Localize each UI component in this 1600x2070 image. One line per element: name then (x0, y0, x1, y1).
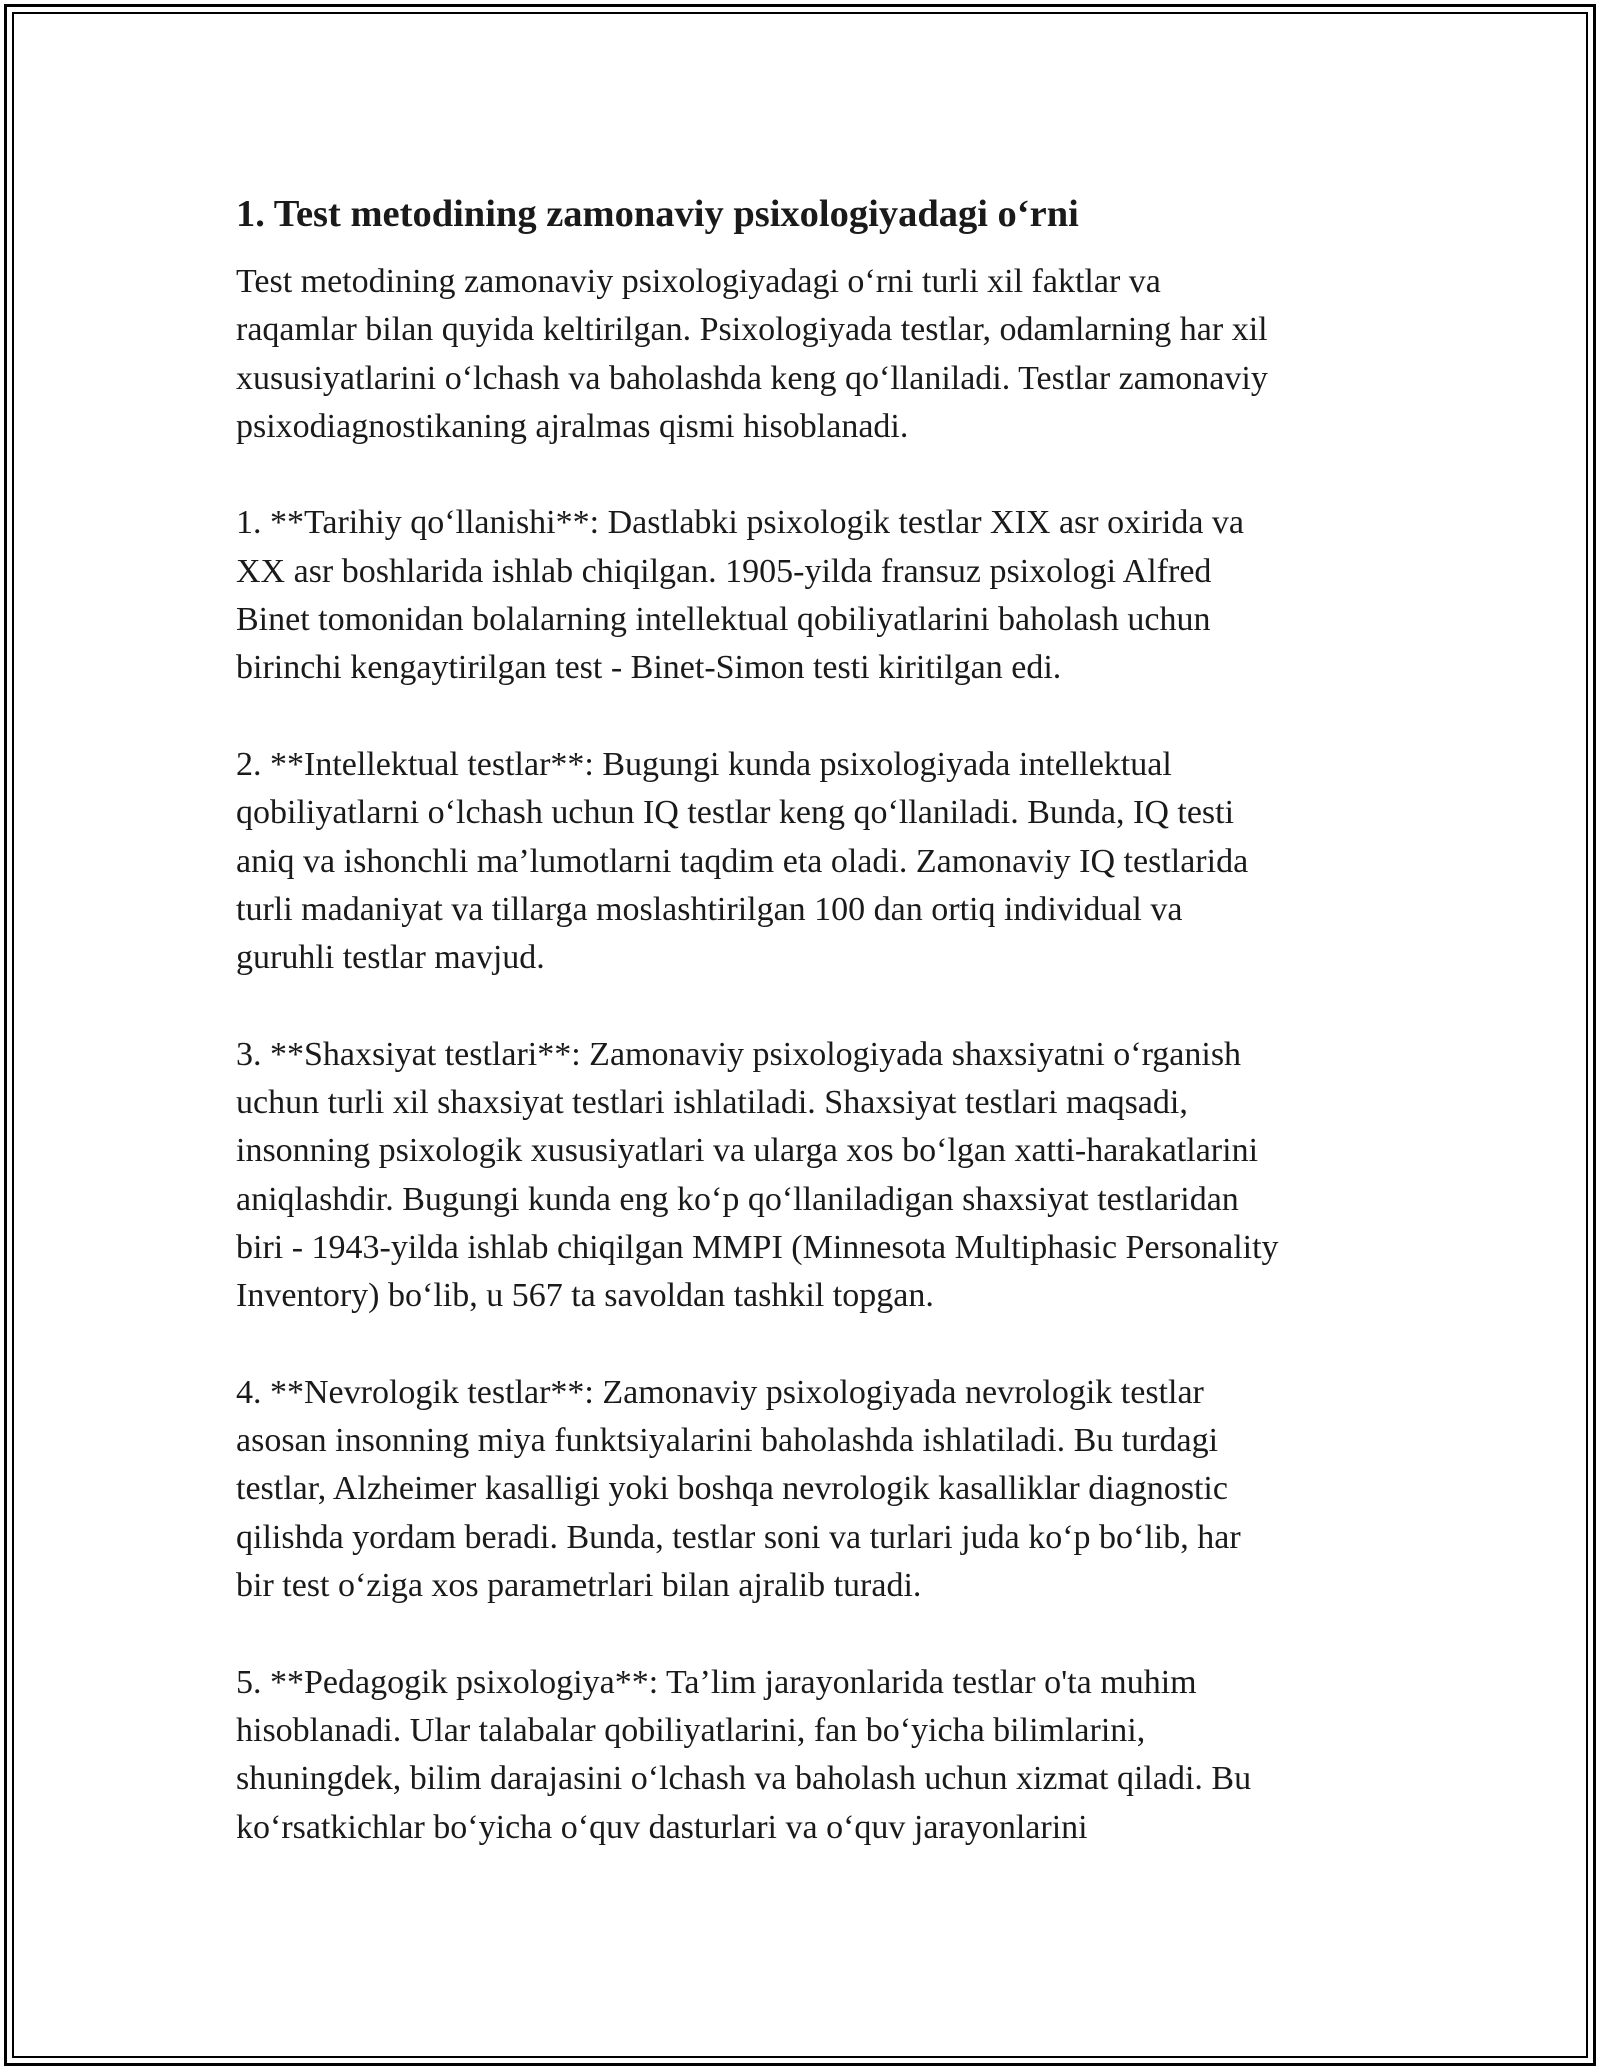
text-line: hisoblanadi. Ular talabalar qobiliyatlarini, fan bo‘yicha bilimlarini, (236, 1711, 1146, 1749)
text-line: bir test o‘ziga xos parametrlari bilan ajralib turadi. (236, 1567, 922, 1605)
text-line: insonning psixologik xususiyatlari va ularga xos bo‘lgan xatti-harakatlarini (236, 1132, 1259, 1170)
text-line: birinchi kengaytirilgan test - Binet-Simon testi kiritilgan edi. (236, 649, 1062, 687)
text-line: Test metodining zamonaviy psixologiyadagi o‘rni turli xil faktlar va (236, 263, 1161, 300)
text-line: 3. **Shaxsiyat testlari**: Zamonaviy psixologiyada shaxsiyatni o‘rganish (236, 1035, 1242, 1073)
text-line: Binet tomonidan bolalarning intellektual qobiliyatlarini baholash uchun (236, 601, 1211, 639)
text-line: xususiyatlarini o‘lchash va baholashda keng qo‘llaniladi. Testlar zamonaviy (236, 359, 1268, 397)
paragraph (236, 1031, 1376, 1321)
document-page (236, 186, 1376, 1900)
text-line: aniqlashdir. Bugungi kunda eng ko‘p qo‘llaniladigan shaxsiyat testlaridan (236, 1180, 1239, 1218)
text-line: guruhli testlar mavjud. (236, 939, 545, 977)
document-body (236, 258, 1376, 1852)
paragraph (236, 1659, 1376, 1852)
text-line: testlar, Alzheimer kasalligi yoki boshqa nevrologik kasalliklar diagnostic (236, 1470, 1228, 1508)
paragraph (236, 1369, 1376, 1610)
text-line: 5. **Pedagogik psixologiya**: Ta’lim jarayonlarida testlar o'ta muhim (236, 1663, 1197, 1701)
text-line: uchun turli xil shaxsiyat testlari ishlatiladi. Shaxsiyat testlari maqsadi, (236, 1084, 1188, 1122)
paragraph (236, 499, 1376, 692)
text-line: 2. **Intellektual testlar**: Bugungi kunda psixologiyada intellektual (236, 745, 1172, 783)
text-line: shuningdek, bilim darajasini o‘lchash va baholash uchun xizmat qiladi. Bu (236, 1760, 1252, 1798)
document-title: 1. Test metodining zamonaviy psixologiyadagi o‘rni (236, 193, 1079, 235)
text-line: asosan insonning miya funktsiyalarini baholashda ishlatiladi. Bu turdagi (236, 1422, 1219, 1460)
text-line: ko‘rsatkichlar bo‘yicha o‘quv dasturlari va o‘quv jarayonlarini (236, 1808, 1088, 1846)
text-line: psixodiagnostikaning ajralmas qismi hisoblanadi. (236, 407, 909, 445)
text-line: biri - 1943-yilda ishlab chiqilgan MMPI (Minnesota Multiphasic Personality (236, 1228, 1279, 1266)
text-line: 1. **Tarihiy qo‘llanishi**: Dastlabki psixologik testlar XIX asr oxirida va (236, 504, 1244, 542)
text-line: XX asr boshlarida ishlab chiqilgan. 1905-yilda fransuz psixologi Alfred (236, 552, 1212, 590)
paragraph (236, 258, 1376, 451)
text-line: Inventory) bo‘lib, u 567 ta savoldan tashkil topgan. (236, 1277, 934, 1315)
text-line: turli madaniyat va tillarga moslashtirilgan 100 dan ortiq individual va (236, 890, 1183, 928)
text-line: qilishda yordam beradi. Bunda, testlar soni va turlari juda ko‘p bo‘lib, har (236, 1518, 1241, 1556)
text-line: aniq va ishonchli ma’lumotlarni taqdim eta oladi. Zamonaviy IQ testlarida (236, 842, 1249, 880)
paragraph (236, 741, 1376, 982)
text-line: qobiliyatlarni o‘lchash uchun IQ testlar keng qo‘llaniladi. Bunda, IQ testi (236, 794, 1235, 832)
text-line: 4. **Nevrologik testlar**: Zamonaviy psixologiyada nevrologik testlar (236, 1373, 1204, 1411)
text-line: raqamlar bilan quyida keltirilgan. Psixologiyada testlar, odamlarning har xil (236, 311, 1268, 349)
